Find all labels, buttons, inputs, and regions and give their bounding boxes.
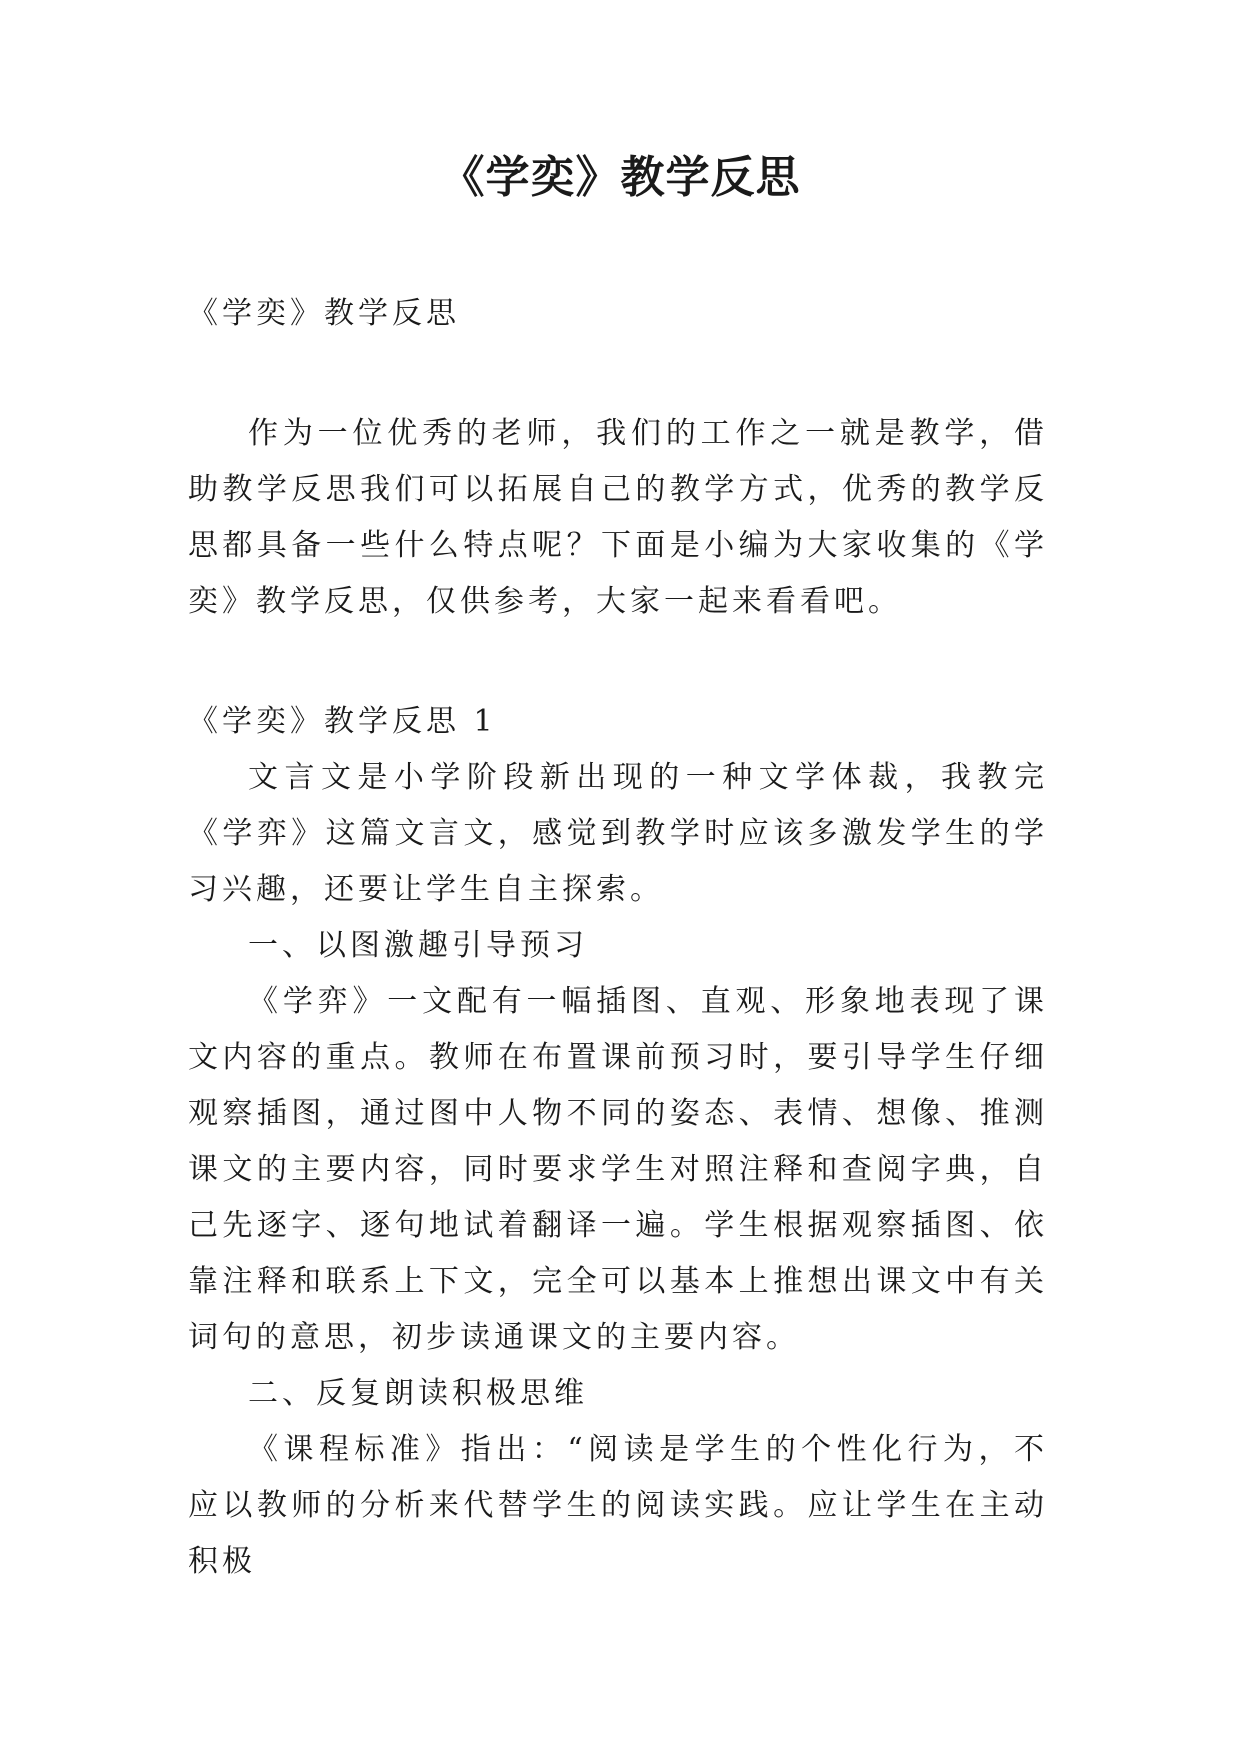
point-1-text: 《学弈》一文配有一幅插图、直观、形象地表现了课文内容的重点。教师在布置课前预习时，要引导学生仔细观察插图，通过图中人物不同的姿态、表情、想像、推测课文的主要内容，同时要求学生对照注释和查阅字典，自己先逐字、逐句地试着翻译一遍。学生根据观察插图、依靠注释和联系上下文，完全可以基本上推想出课文中有关词句的意思，初步读通课文的主要内容。 <box>188 984 1048 1355</box>
section-heading: 《学奕》教学反思 1 <box>188 704 497 739</box>
paragraph-1: 文言文是小学阶段新出现的一种文学体裁，我教完《学弈》这篇文言文，感觉到教学时应该多激发学生的学习兴趣，还要让学生自主探索。 <box>188 760 1048 907</box>
document-title: 《学奕》教学反思 <box>440 152 801 203</box>
intro-paragraph: 作为一位优秀的老师，我们的工作之一就是教学，借助教学反思我们可以拓展自己的教学方式，优秀的教学反思都具备一些什么特点呢？下面是小编为大家收集的《学奕》教学反思，仅供参考，大家一起来看看吧。 <box>188 416 1048 619</box>
document-body <box>188 286 1048 1590</box>
point-2-heading: 二、反复朗读积极思维 <box>248 1376 588 1411</box>
point-1-heading: 一、以图激趣引导预习 <box>248 928 588 963</box>
document-subtitle: 《学奕》教学反思 <box>188 296 460 331</box>
point-2-text: 《课程标准》指出：“阅读是学生的个性化行为，不应以教师的分析来代替学生的阅读实践。应让学生在主动积极 <box>188 1432 1048 1579</box>
